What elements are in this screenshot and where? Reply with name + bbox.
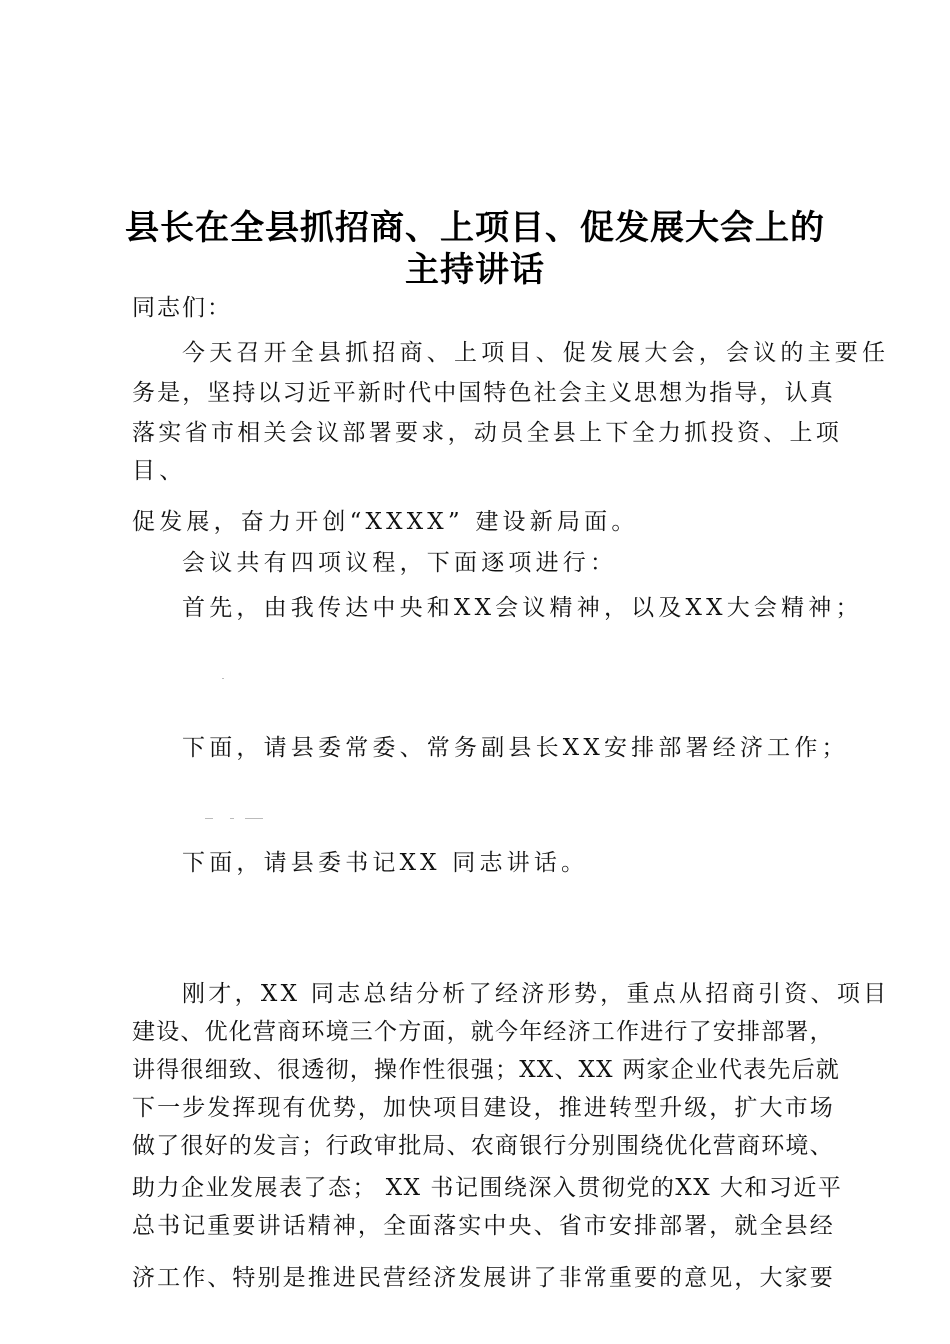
paragraph-line: 促发展，奋力开创“XXXX” 建设新局面。 bbox=[132, 509, 639, 535]
paragraph-line: 济工作、特别是推进民营经济发展讲了非常重要的意见，大家要 bbox=[132, 1265, 835, 1291]
document-title-line-2: 主持讲话 bbox=[405, 250, 545, 290]
agenda-intro: 会议共有四项议程，下面逐项进行： bbox=[182, 550, 618, 576]
paragraph-line: 落实省市相关会议部署要求，动员全县上下全力抓投资、上项 bbox=[132, 420, 843, 446]
document-title-line-1: 县长在全县抓招商、上项目、促发展大会上的 bbox=[125, 208, 825, 248]
scan-mark bbox=[245, 818, 263, 819]
paragraph-line: 做了很好的发言；行政审批局、农商银行分别围绕优化营商环境、 bbox=[132, 1133, 834, 1159]
paragraph-line: 建设、优化营商环境三个方面，就今年经济工作进行了安排部署， bbox=[132, 1019, 834, 1045]
paragraph-line: 助力企业发展表了态； XX 书记围绕深入贯彻党的XX 大和习近平 bbox=[132, 1175, 843, 1201]
scan-mark bbox=[222, 678, 224, 679]
agenda-item-1: 首先，由我传达中央和XX会议精神，以及XX大会精神； bbox=[182, 595, 863, 621]
scan-mark bbox=[205, 818, 213, 819]
scan-mark bbox=[230, 818, 234, 819]
paragraph-line: 讲得很细致、很透彻，操作性很强；XX、XX 两家企业代表先后就 bbox=[132, 1057, 841, 1083]
paragraph-line: 总书记重要讲话精神，全面落实中央、省市安排部署，就全县经 bbox=[132, 1213, 835, 1239]
paragraph-line: 刚才，XX 同志总结分析了经济形势，重点从招商引资、项目 bbox=[182, 981, 890, 1007]
paragraph-line: 下一步发挥现有优势，加快项目建设，推进转型升级，扩大市场 bbox=[132, 1095, 835, 1121]
paragraph-line: 今天召开全县抓招商、上项目、促发展大会，会议的主要任 bbox=[182, 340, 890, 366]
agenda-item-2: 下面，请县委常委、常务副县长XX安排部署经济工作； bbox=[182, 735, 849, 761]
salutation: 同志们： bbox=[132, 295, 232, 321]
agenda-item-3: 下面，请县委书记XX 同志讲话。 bbox=[182, 850, 589, 876]
paragraph-line: 目、 bbox=[132, 458, 187, 484]
paragraph-line: 务是，坚持以习近平新时代中国特色社会主义思想为指导，认真 bbox=[132, 380, 835, 406]
